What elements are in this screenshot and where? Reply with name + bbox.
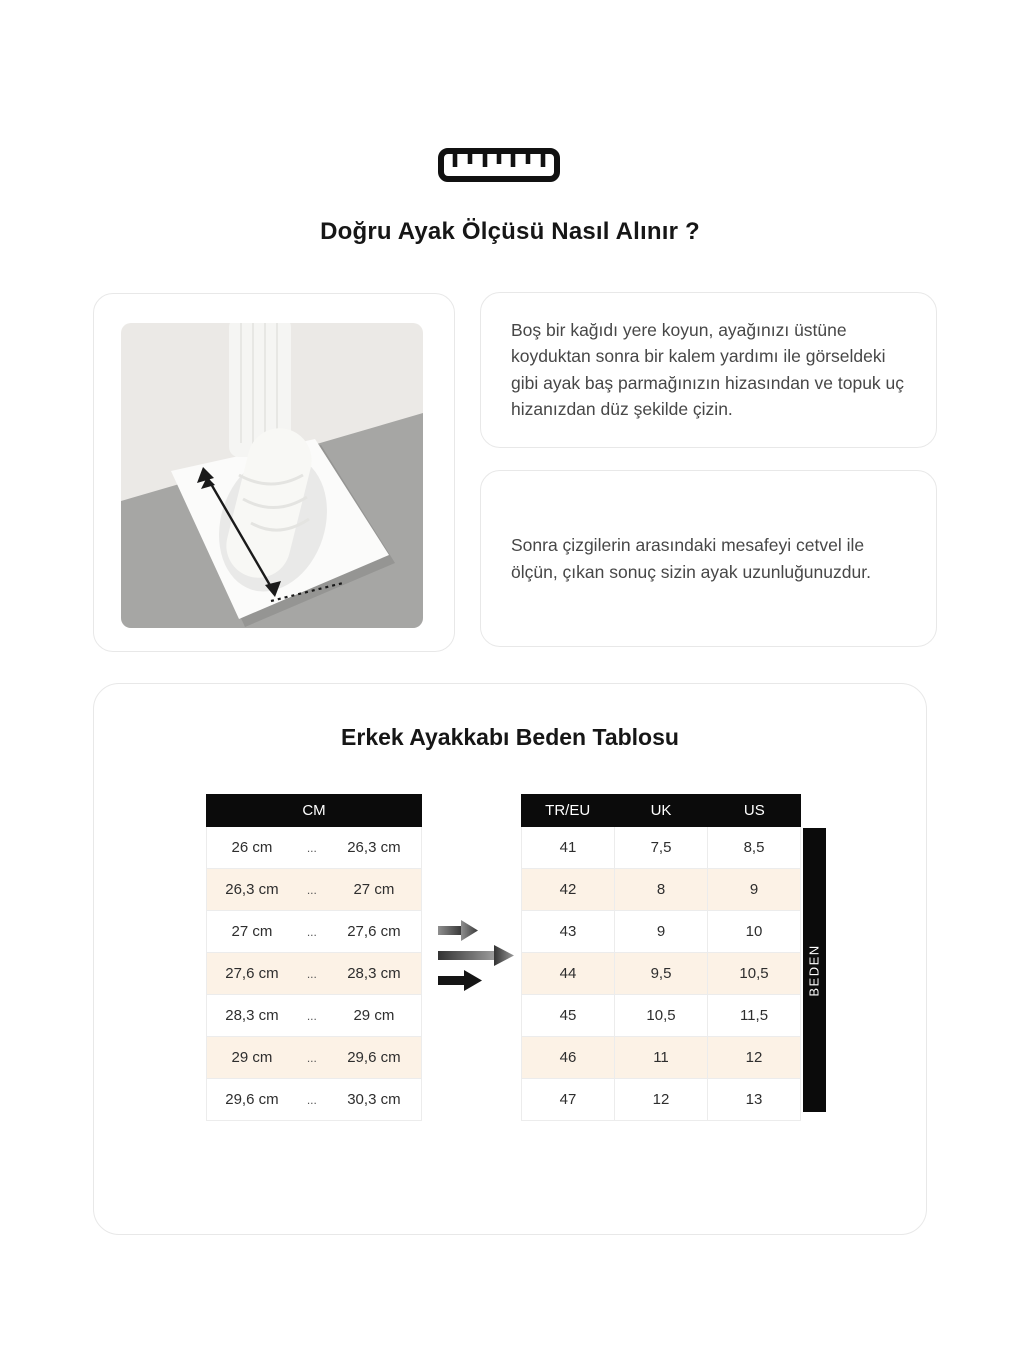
cm-to: 27 cm: [353, 881, 395, 898]
cm-separator: ...: [306, 1092, 317, 1107]
page-title: Doğru Ayak Ölçüsü Nasıl Alınır ?: [320, 218, 700, 245]
cm-separator: ...: [306, 1050, 317, 1065]
cm-to: 29 cm: [353, 1007, 395, 1024]
cm-from: 27,6 cm: [225, 965, 279, 982]
size-table-header-row: [521, 794, 801, 827]
cm-table-header: CM: [206, 794, 422, 827]
size-chart-title: Erkek Ayakkabı Beden Tablosu: [341, 724, 679, 750]
cm-from: 27 cm: [231, 923, 273, 940]
beden-side-label-text: BEDEN: [807, 943, 823, 997]
cm-to: 29,6 cm: [347, 1049, 401, 1066]
size-table-body: [521, 827, 801, 1121]
cm-table: [206, 794, 422, 1121]
size-table-cell: 41: [559, 839, 577, 856]
size-table-row: [522, 995, 800, 1037]
size-table-row: [522, 953, 800, 995]
size-table-cell: 12: [707, 1037, 800, 1078]
cm-separator: ...: [306, 1008, 317, 1023]
ruler-icon: [437, 147, 561, 183]
size-table-cell: 8,5: [707, 827, 800, 868]
size-table-cell: 9: [614, 911, 707, 952]
cm-to: 27,6 cm: [347, 923, 401, 940]
size-table-cell: 43: [559, 923, 577, 940]
instruction-step-1: [480, 292, 937, 448]
cm-to: 28,3 cm: [347, 965, 401, 982]
size-chart-card: [93, 683, 927, 1235]
size-table-cell: 44: [559, 965, 577, 982]
size-table-row: [522, 1079, 800, 1120]
size-table-cell: 9,5: [614, 953, 707, 994]
cm-separator: ...: [306, 924, 317, 939]
size-table-cell: 45: [559, 1007, 577, 1024]
cm-table-row: [207, 1037, 421, 1079]
cm-table-row: [207, 827, 421, 869]
measurement-photo-card: [93, 293, 455, 652]
size-table-cell: 42: [559, 881, 577, 898]
cm-from: 29,6 cm: [225, 1091, 279, 1108]
cm-separator: ...: [306, 966, 317, 981]
cm-from: 28,3 cm: [225, 1007, 279, 1024]
size-table-row: [522, 1037, 800, 1079]
instruction-step-2-text: Sonra çizgilerin arasındaki mesafeyi cetvel ile ölçün, çıkan sonuç sizin ayak uzunluğunuzdur.: [511, 535, 871, 582]
size-table-row: [522, 827, 800, 869]
size-table-cell: 10,5: [707, 953, 800, 994]
size-table-cell: 11,5: [707, 995, 800, 1036]
cm-table-row: [207, 911, 421, 953]
cm-separator: ...: [306, 840, 317, 855]
size-table-cell: 13: [707, 1079, 800, 1120]
cm-table-row: [207, 953, 421, 995]
size-table-cell: 7,5: [614, 827, 707, 868]
size-conversion-table: [521, 794, 801, 1121]
size-table-cell: 8: [614, 869, 707, 910]
size-table-header: US: [743, 802, 765, 819]
foot-measurement-photo: [121, 323, 423, 628]
cm-table-body: [206, 827, 422, 1121]
size-table-cell: 11: [614, 1037, 707, 1078]
size-table-header: TR/EU: [545, 802, 591, 819]
cm-to: 26,3 cm: [347, 839, 401, 856]
cm-from: 26,3 cm: [225, 881, 279, 898]
cm-to: 30,3 cm: [347, 1091, 401, 1108]
size-table-cell: 12: [614, 1079, 707, 1120]
size-table-row: [522, 869, 800, 911]
conversion-arrows-icon: [438, 919, 518, 991]
size-table-cell: 47: [559, 1091, 577, 1108]
beden-side-label: [803, 828, 826, 1112]
size-table-cell: 46: [559, 1049, 577, 1066]
cm-from: 26 cm: [231, 839, 273, 856]
size-table-cell: 10: [707, 911, 800, 952]
size-table-row: [522, 911, 800, 953]
instruction-step-2: [480, 470, 937, 647]
cm-from: 29 cm: [231, 1049, 273, 1066]
cm-table-row: [207, 869, 421, 911]
instruction-step-1-text: Boş bir kağıdı yere koyun, ayağınızı üstüne koyduktan sonra bir kalem yardımı ile görseldeki gibi ayak baş parmağınızın hizasından ve topuk uç hizanızdan düz şekilde çizin.: [511, 320, 905, 419]
cm-table-row: [207, 1079, 421, 1120]
cm-separator: ...: [306, 882, 317, 897]
size-table-cell: 10,5: [614, 995, 707, 1036]
cm-table-row: [207, 995, 421, 1037]
size-table-cell: 9: [707, 869, 800, 910]
size-table-header: UK: [650, 802, 672, 819]
